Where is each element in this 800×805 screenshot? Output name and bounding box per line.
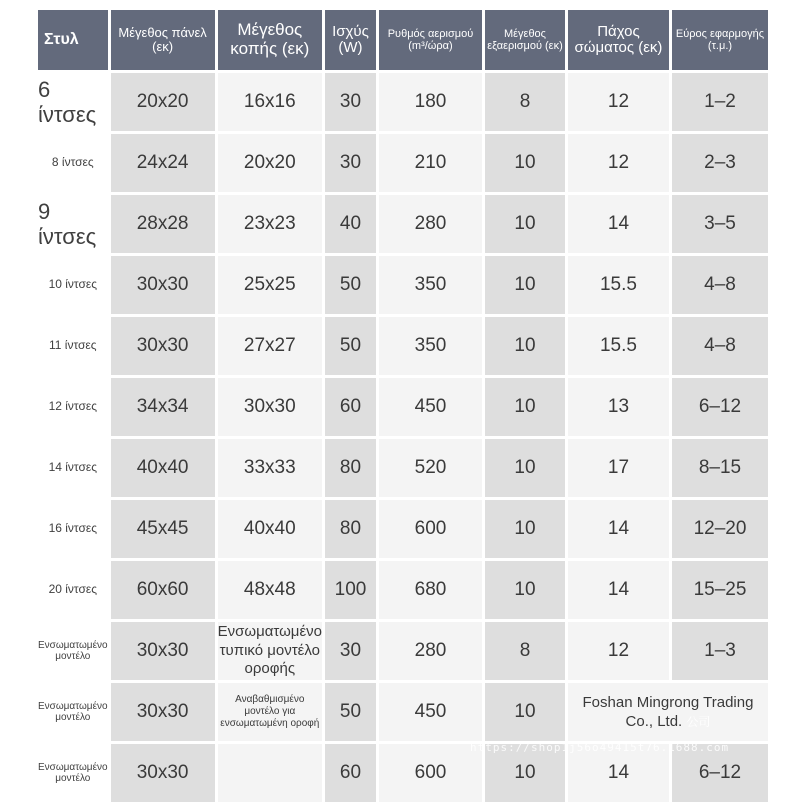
cell-cut: 30x30 bbox=[218, 378, 322, 436]
table-row bbox=[38, 317, 768, 375]
cell-airflow: 280 bbox=[379, 195, 482, 253]
company-name: Foshan Mingrong Trading Co., Ltd. bbox=[582, 693, 754, 730]
cell-area: 6–12 bbox=[672, 744, 768, 802]
cell-area: 12–20 bbox=[672, 500, 768, 558]
cell-thickness: 17 bbox=[568, 439, 669, 497]
cell-power: 50 bbox=[325, 317, 376, 375]
cell-cut: 40x40 bbox=[218, 500, 322, 558]
row-style: 9 ίντσες bbox=[38, 195, 108, 253]
cell-cut: Ενσωματωμένο τυπικό μοντέλο οροφής bbox=[218, 622, 322, 680]
header-panel-size: Μέγεθος πάνελ (εκ) bbox=[111, 10, 215, 70]
cell-panel: 40x40 bbox=[111, 439, 215, 497]
cell-area: 1–3 bbox=[672, 622, 768, 680]
row-style: 20 ίντσες bbox=[38, 561, 108, 619]
cell-airflow: 180 bbox=[379, 73, 482, 131]
cell-power: 30 bbox=[325, 622, 376, 680]
table-row bbox=[38, 134, 768, 192]
cell-thickness: 12 bbox=[568, 622, 669, 680]
row-style: Ενσωματωμένο μοντέλο bbox=[38, 622, 108, 680]
cell-vent: 10 bbox=[485, 256, 565, 314]
cell-area: 6–12 bbox=[672, 378, 768, 436]
row-style: 10 ίντσες bbox=[38, 256, 108, 314]
cell-cut: 20x20 bbox=[218, 134, 322, 192]
cell-power: 80 bbox=[325, 500, 376, 558]
table-row bbox=[38, 378, 768, 436]
cell-vent: 10 bbox=[485, 500, 565, 558]
cell-airflow: 210 bbox=[379, 134, 482, 192]
cell-panel: 30x30 bbox=[111, 317, 215, 375]
row-style: 6 ίντσες bbox=[38, 73, 108, 131]
cell-power: 100 bbox=[325, 561, 376, 619]
cell-area: 15–25 bbox=[672, 561, 768, 619]
cell-airflow: 450 bbox=[379, 378, 482, 436]
cell-thickness: 15.5 bbox=[568, 317, 669, 375]
company-suffix: 公司 bbox=[686, 715, 711, 729]
table-row bbox=[38, 73, 768, 131]
cell-cut bbox=[218, 744, 322, 802]
cell-vent: 10 bbox=[485, 561, 565, 619]
cell-thickness: 13 bbox=[568, 378, 669, 436]
cell-vent: 10 bbox=[485, 439, 565, 497]
row-style: 8 ίντσες bbox=[38, 134, 108, 192]
cell-vent: 10 bbox=[485, 378, 565, 436]
table-row bbox=[38, 561, 768, 619]
cell-panel: 30x30 bbox=[111, 256, 215, 314]
cell-area: 4–8 bbox=[672, 317, 768, 375]
cell-airflow: 280 bbox=[379, 622, 482, 680]
cell-vent: 8 bbox=[485, 73, 565, 131]
cell-power: 60 bbox=[325, 378, 376, 436]
cell-airflow: 350 bbox=[379, 317, 482, 375]
cell-panel: 24x24 bbox=[111, 134, 215, 192]
row-style: 12 ίντσες bbox=[38, 378, 108, 436]
watermark-url: https://shop1j56o49415t76.1688.com bbox=[470, 741, 730, 754]
cell-power: 80 bbox=[325, 439, 376, 497]
cell-power: 30 bbox=[325, 134, 376, 192]
row-style: Ενσωματωμένο μοντέλο bbox=[38, 683, 108, 741]
cell-panel: 30x30 bbox=[111, 622, 215, 680]
row-style: Ενσωματωμένο μοντέλο bbox=[38, 744, 108, 802]
cell-cut: 33x33 bbox=[218, 439, 322, 497]
cell-cut: 48x48 bbox=[218, 561, 322, 619]
cell-airflow: 450 bbox=[379, 683, 482, 741]
cell-panel: 60x60 bbox=[111, 561, 215, 619]
cell-cut: Αναβαθμισμένο μοντέλο για ενσωματωμένη οροφή bbox=[218, 683, 322, 741]
cell-area: 4–8 bbox=[672, 256, 768, 314]
cell-area: 1–2 bbox=[672, 73, 768, 131]
cell-vent: 10 bbox=[485, 317, 565, 375]
cell-vent: 10 bbox=[485, 195, 565, 253]
company-name-cell bbox=[568, 683, 768, 741]
header-row bbox=[38, 10, 768, 70]
cell-panel: 30x30 bbox=[111, 683, 215, 741]
table-row bbox=[38, 256, 768, 314]
cell-power: 50 bbox=[325, 256, 376, 314]
cell-airflow: 350 bbox=[379, 256, 482, 314]
header-power: Ισχύς (W) bbox=[325, 10, 376, 70]
table-row bbox=[38, 622, 768, 680]
cell-power: 30 bbox=[325, 73, 376, 131]
cell-area: 8–15 bbox=[672, 439, 768, 497]
cell-airflow: 520 bbox=[379, 439, 482, 497]
row-style: 11 ίντσες bbox=[38, 317, 108, 375]
cell-thickness: 15.5 bbox=[568, 256, 669, 314]
table-row bbox=[38, 500, 768, 558]
cell-power: 60 bbox=[325, 744, 376, 802]
cell-vent: 10 bbox=[485, 744, 565, 802]
header-vent-size: Μέγεθος εξαερισμού (εκ) bbox=[485, 10, 565, 70]
header-style: Στυλ bbox=[38, 10, 108, 70]
cell-airflow: 600 bbox=[379, 500, 482, 558]
cell-thickness: 14 bbox=[568, 195, 669, 253]
cell-power: 40 bbox=[325, 195, 376, 253]
table-row bbox=[38, 439, 768, 497]
cell-vent: 10 bbox=[485, 134, 565, 192]
cell-cut: 25x25 bbox=[218, 256, 322, 314]
cell-area: 2–3 bbox=[672, 134, 768, 192]
cell-cut: 23x23 bbox=[218, 195, 322, 253]
header-area: Εύρος εφαρμογής (τ.μ.) bbox=[672, 10, 768, 70]
cell-panel: 20x20 bbox=[111, 73, 215, 131]
row-style: 14 ίντσες bbox=[38, 439, 108, 497]
cell-power: 50 bbox=[325, 683, 376, 741]
cell-panel: 28x28 bbox=[111, 195, 215, 253]
cell-thickness: 14 bbox=[568, 744, 669, 802]
cell-thickness: 14 bbox=[568, 561, 669, 619]
header-thickness: Πάχος σώματος (εκ) bbox=[568, 10, 669, 70]
cell-thickness: 12 bbox=[568, 134, 669, 192]
table-row bbox=[38, 195, 768, 253]
cell-cut: 16x16 bbox=[218, 73, 322, 131]
cell-thickness: 12 bbox=[568, 73, 669, 131]
cell-airflow: 600 bbox=[379, 744, 482, 802]
cell-airflow: 680 bbox=[379, 561, 482, 619]
header-airflow: Ρυθμός αερισμού (m³/ώρα) bbox=[379, 10, 482, 70]
cell-panel: 34x34 bbox=[111, 378, 215, 436]
cell-panel: 45x45 bbox=[111, 500, 215, 558]
cell-cut: 27x27 bbox=[218, 317, 322, 375]
cell-thickness: 14 bbox=[568, 500, 669, 558]
cell-vent: 10 bbox=[485, 683, 565, 741]
cell-area: 3–5 bbox=[672, 195, 768, 253]
cell-panel: 30x30 bbox=[111, 744, 215, 802]
cell-vent: 8 bbox=[485, 622, 565, 680]
spec-table bbox=[35, 7, 771, 805]
row-style: 16 ίντσες bbox=[38, 500, 108, 558]
header-cut-size: Μέγεθος κοπής (εκ) bbox=[218, 10, 322, 70]
table-row bbox=[38, 683, 768, 741]
